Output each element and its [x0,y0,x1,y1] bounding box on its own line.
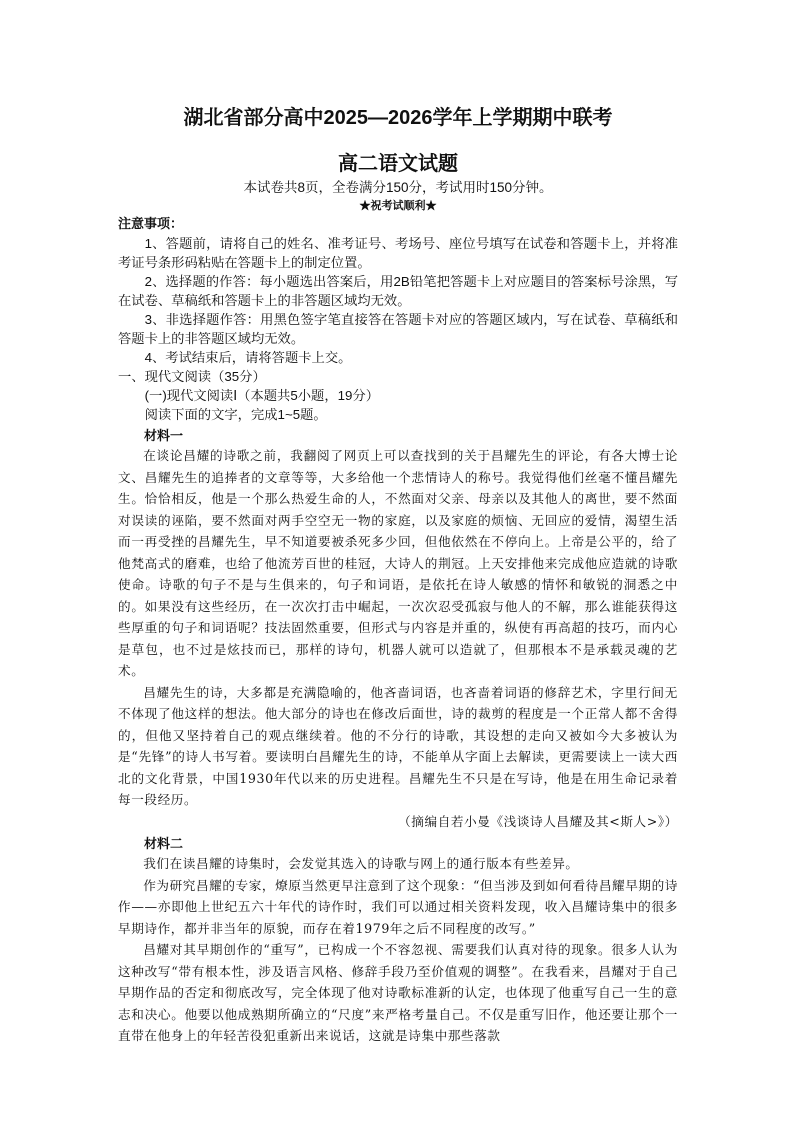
notice-heading: 注意事项： [118,216,184,231]
exam-title: 湖北省部分高中2025—2026学年上学期期中联考 [183,107,613,129]
exam-info: 本试卷共8页，全卷满分150分，考试用时150分钟。 [243,180,553,195]
notice-item: 4、考试结束后，请将答题卡上交。 [144,350,352,365]
exam-wish: ★祝考试顺利★ [359,199,437,212]
notice-item: 1、答题前，请将自己的姓名、准考证号、考场号、座位号填写在试卷和答题卡上，并将准考证号条形码粘贴在答题卡上的制定位置。 [118,236,678,270]
reading-instruction: 阅读下面的文字，完成1~5题。 [144,407,327,422]
notice-item: 3、非选择题作答：用黑色签字笔直接答在答题卡对应的答题区域内，写在试卷、草稿纸和答题卡上的非答题区域均无效。 [118,312,678,346]
material2-paragraph: 昌耀对其早期创作的“重写”，已构成一个不容忽视、需要我们认真对待的现象。很多人认为这种改写“带有根本性，涉及语言风格、修辞手段乃至价值观的调整”。在我看来，昌耀对于自己早期作品的否定和彻底改写，完全体现了他对诗歌标准新的认定，也体现了他重写自己一生的意志和决心。他要以他成熟期所确立的“尺度”来严格考量自己。不仅是重写旧作，他还要让那个一直带在他身上的年轻苦役犯重新出来说话，这就是诗集中那些落款 [118,942,678,1043]
exam-subtitle: 高二语文试题 [338,153,458,175]
material1-paragraph: 昌耀先生的诗，大多都是充满隐喻的，他吝啬词语，也吝啬着词语的修辞艺术，字里行间无不体现了他这样的想法。他大部分的诗也在修改后面世，诗的裁剪的程度是一个正常人都不舍得的，但他又坚持着自己的观点继续着。他的不分行的诗歌，其设想的走向又被如今大多被认为是“先锋”的诗人书写着。要读明白昌耀先生的诗，不能单从字面上去解读，更需要读上一读大西北的文化背景，中国1930年代以来的历史进程。昌耀先生不只是在写诗，他是在用生命记录着每一段经历。 [118,684,678,807]
material2-heading: 材料二 [144,836,184,851]
material1-heading: 材料一 [144,428,184,443]
section-heading: 一、现代文阅读（35分） [118,369,266,384]
sub-section-heading: (一)现代文阅读Ⅰ（本题共5小题，19分） [144,388,380,403]
material1-source: （摘编自若小曼《浅谈诗人昌耀及其<斯人>》） [398,813,678,829]
material2-paragraph: 作为研究昌耀的专家，燎原当然更早注意到了这个现象：“但当涉及到如何看待昌耀早期的诗作——亦即他上世纪五六十年代的诗作时，我们可以通过相关资料发现，收入昌耀诗集中的很多早期诗作，都并非当年的原貌，而存在着1979年之后不同程度的改写。” [118,877,678,936]
notice-item: 2、选择题的作答：每小题选出答案后，用2B铅笔把答题卡上对应题目的答案标号涂黑，写在试卷、草稿纸和答题卡上的非答题区域均无效。 [118,274,678,308]
material1-paragraph: 在谈论昌耀的诗歌之前，我翻阅了网页上可以查找到的关于昌耀先生的评论，有各大博士论文、昌耀先生的追捧者的文章等等，大多给他一个悲情诗人的称号。我觉得他们丝毫不懂昌耀先生。恰恰相反，他是一个那么热爱生命的人，不然面对父亲、母亲以及其他人的离世，要不然面对误读的诬陷，要不然面对两手空空无一物的家庭，以及家庭的烦恼、无回应的爱情，渴望生活而一再受挫的昌耀先生，早不知道要被杀死多少回，但他依然在不停向上。上帝是公平的，给了他梵高式的磨难，也给了他流芳百世的桂冠，大诗人的荆冠。上天安排他来完成他应造就的诗歌使命。诗歌的句子不是与生俱来的，句子和词语，是依托在诗人敏感的情怀和敏锐的洞悉之中的。如果没有这些经历，在一次次打击中崛起，一次次忍受孤寂与他人的不解，那么谁能获得这些厚重的句子和词语呢？技法固然重要，但形式与内容是并重的，纵使有再高超的技巧，而内心是草包，也不过是炫技而已，那样的诗句，机器人就可以造就了，但那根本不是承载灵魂的艺术。 [118,448,678,678]
page-content [118,104,678,1047]
material2-paragraph: 我们在读昌耀的诗集时，会发觉其选入的诗歌与网上的通行版本有些差异。 [143,856,579,871]
